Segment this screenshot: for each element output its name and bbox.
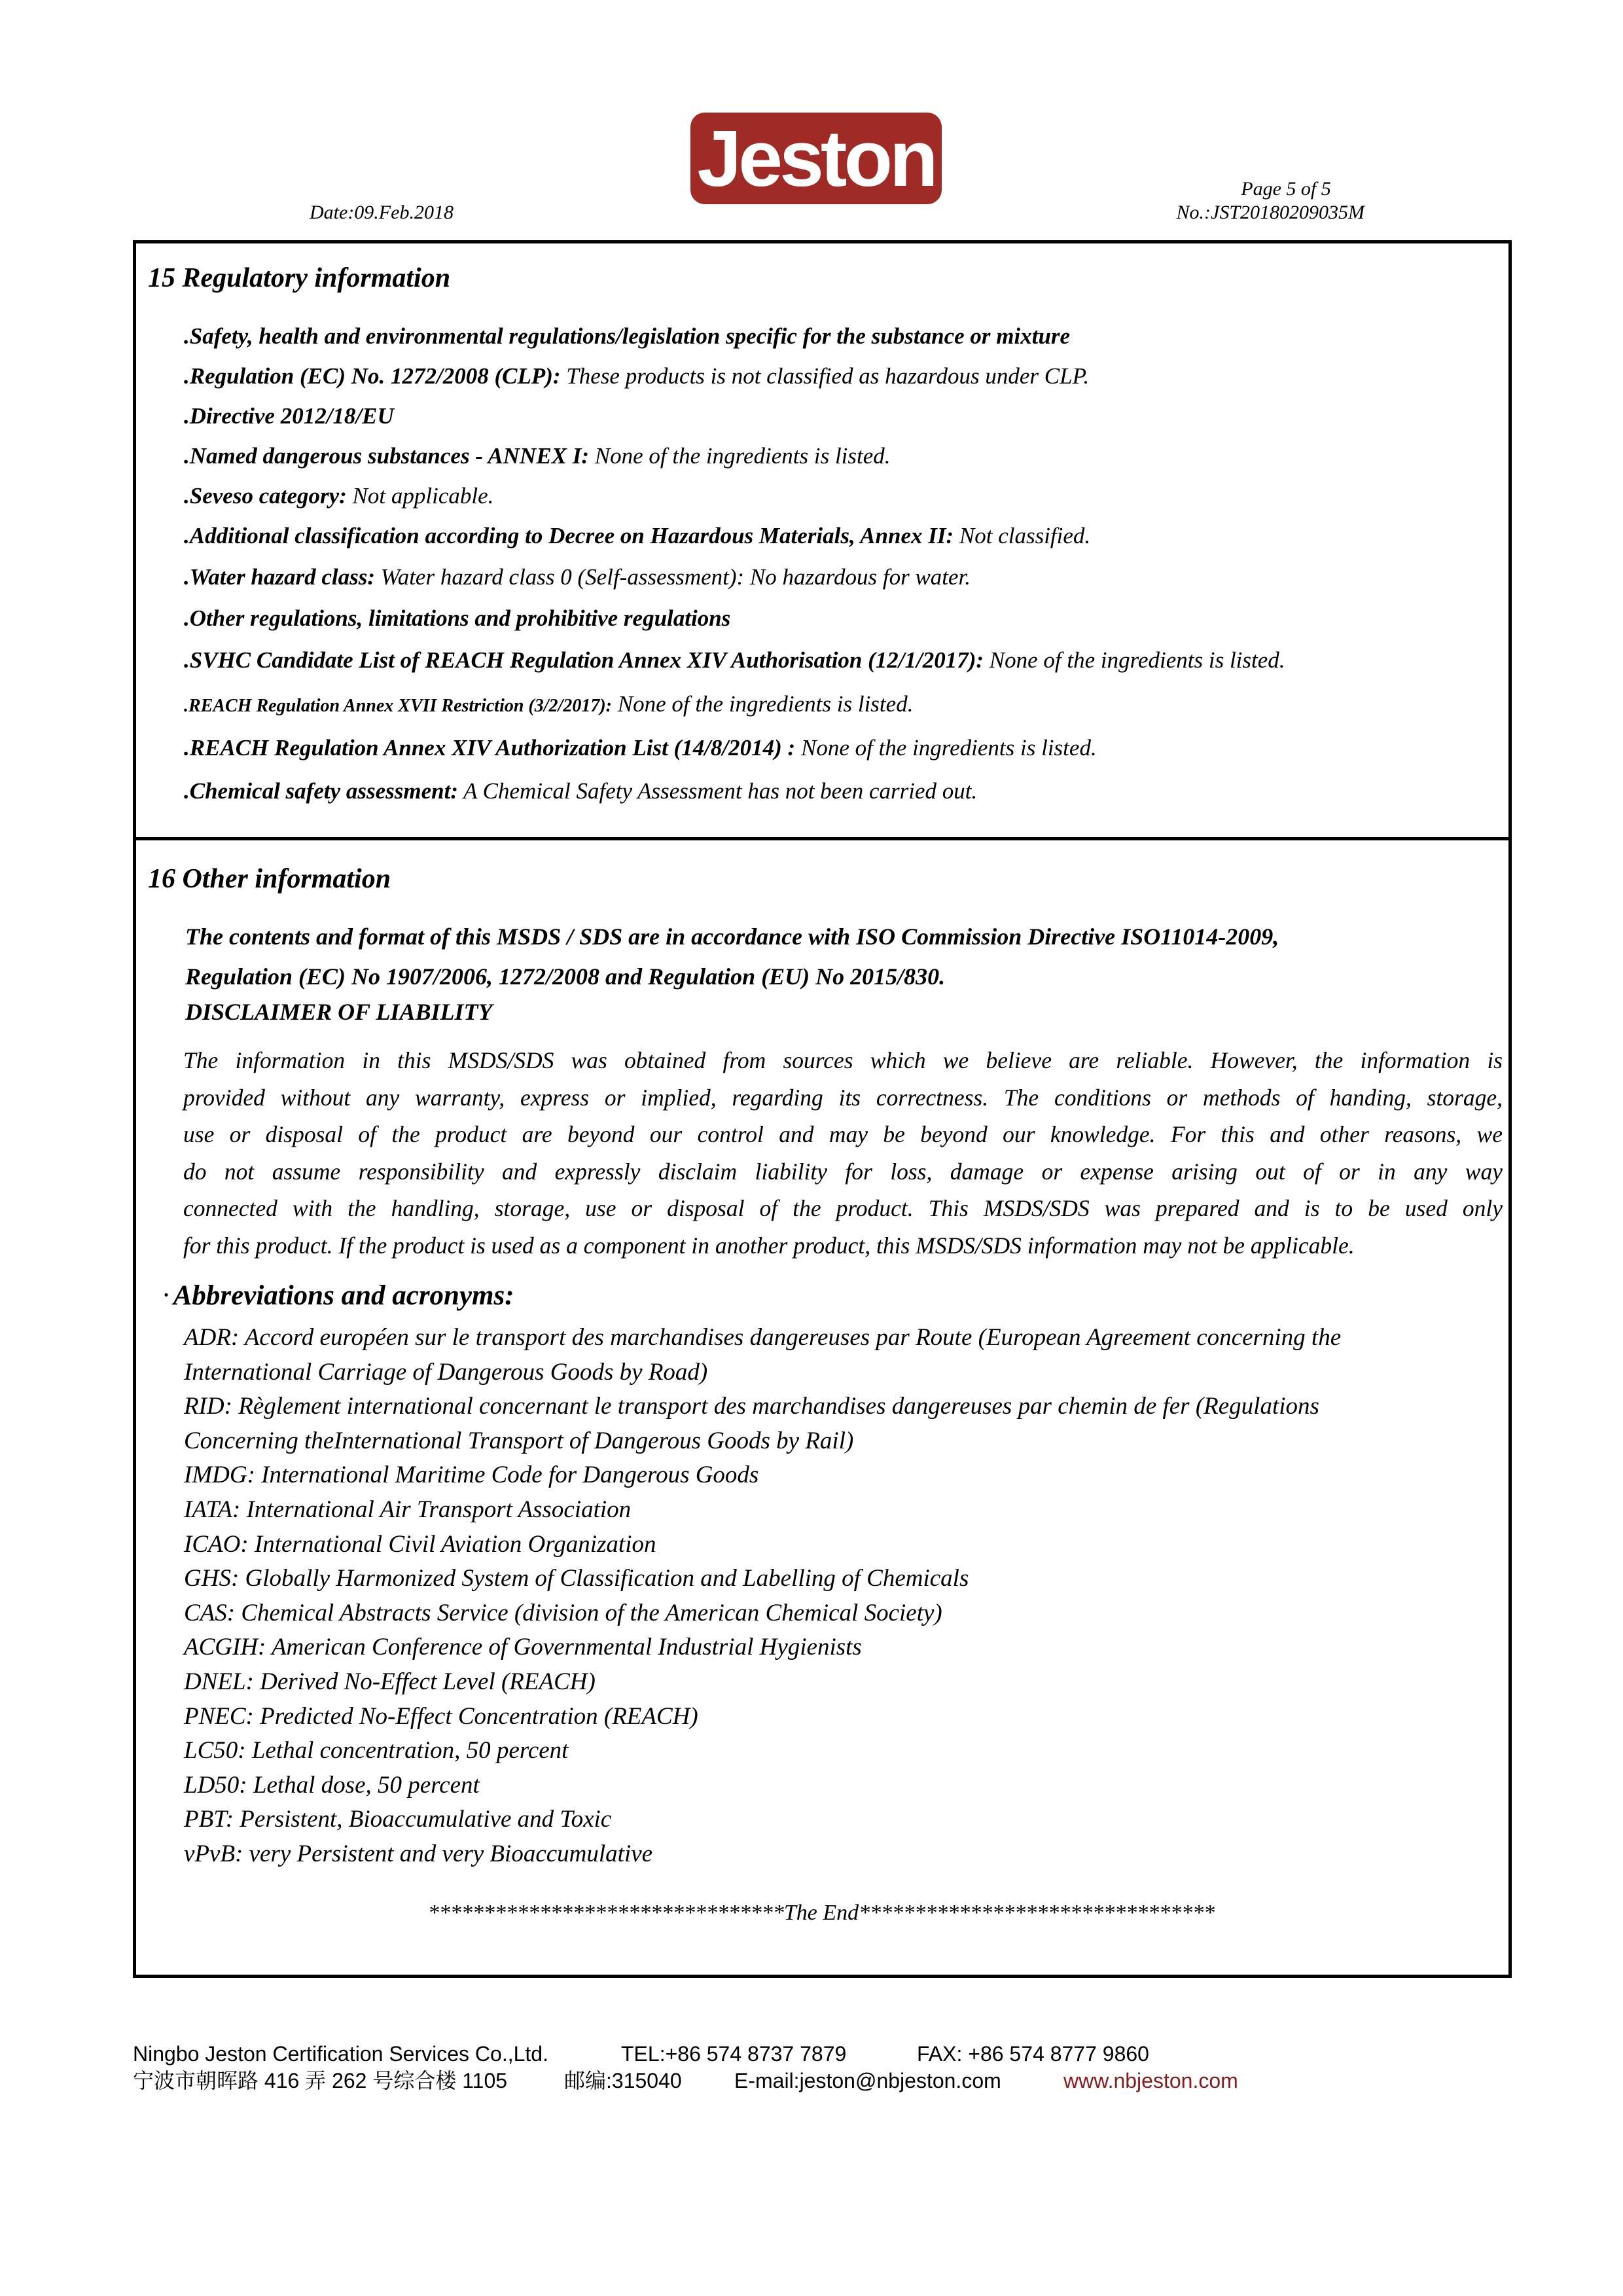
- reg-value: None of the ingredients is listed.: [589, 443, 891, 469]
- reg-value: A Chemical Safety Assessment has not been carried out.: [458, 778, 978, 804]
- abbreviation-item: LC50: Lethal concentration, 50 percent: [184, 1737, 569, 1765]
- reg-value: Water hazard class 0 (Self-assessment): No hazardous for water.: [375, 564, 971, 590]
- abbreviation-item: RID: Règlement international concernant le transport des marchandises dangereuses par chemin de fer (Regulations: [184, 1393, 1319, 1420]
- reg-line-safety-health: [184, 325, 1070, 348]
- reg-line-seveso: [184, 484, 493, 507]
- abbreviation-item: PBT: Persistent, Bioaccumulative and Toxic: [184, 1806, 612, 1833]
- abbreviation-item: ICAO: International Civil Aviation Organization: [184, 1530, 656, 1558]
- reg-value: None of the ingredients is listed.: [984, 647, 1285, 673]
- footer-email[interactable]: E-mail:jeston@nbjeston.com: [734, 2069, 1001, 2092]
- abbreviation-item: PNEC: Predicted No-Effect Concentration (REACH): [184, 1702, 698, 1730]
- reg-line-reach-xiv: [184, 736, 1097, 759]
- footer-website-link[interactable]: www.nbjeston.com: [1063, 2069, 1238, 2092]
- abbreviations-title: [162, 1282, 514, 1310]
- iso-statement-line-1: The contents and format of this MSDS / SDS are in accordance with ISO Commission Directive ISO11014-2009,: [185, 924, 1279, 950]
- reg-label: .Additional classification according to Decree on Hazardous Materials, Annex II:: [184, 523, 954, 548]
- footer-company: Ningbo Jeston Certification Services Co.,Ltd.: [133, 2042, 548, 2066]
- reg-line-svhc: [184, 649, 1285, 672]
- reg-line-annex-ii: [184, 524, 1090, 547]
- reg-line-other-regulations: [184, 607, 730, 630]
- disclaimer-line: The information in this MSDS/SDS was obtained from sources which we believe are reliable. However, the information is: [183, 1047, 1503, 1073]
- reg-value: Not classified.: [954, 523, 1091, 548]
- disclaimer-line: use or disposal of the product are beyond our control and may be beyond our knowledge. For this and other reasons, we: [183, 1121, 1503, 1147]
- reg-line-chemical-safety: [184, 780, 977, 802]
- reg-label: .Regulation (EC) No. 1272/2008 (CLP):: [184, 363, 561, 389]
- reg-label: .SVHC Candidate List of REACH Regulation Annex XIV Authorisation (12/1/2017):: [184, 647, 984, 673]
- reg-label: .REACH Regulation Annex XIV Authorization List (14/8/2014) :: [184, 735, 796, 761]
- disclaimer-line: provided without any warranty, express or implied, regarding its correctness. The conditions or methods of handing, storage,: [183, 1084, 1503, 1111]
- abbreviation-item: vPvB: very Persistent and very Bioaccumulative: [184, 1840, 653, 1867]
- document-date: Date:09.Feb.2018: [310, 202, 454, 223]
- reg-line-reach-xvii: [184, 692, 913, 715]
- reg-value: None of the ingredients is listed.: [611, 691, 914, 717]
- abbreviation-item: CAS: Chemical Abstracts Service (division of the American Chemical Society): [184, 1599, 942, 1626]
- footer-tel: TEL:+86 574 8737 7879: [621, 2042, 847, 2066]
- end-marker: ********************************The End********************************: [427, 1901, 1215, 1925]
- abbreviation-item: IATA: International Air Transport Association: [184, 1496, 632, 1523]
- reg-line-water-hazard: [184, 565, 971, 588]
- reg-label: .Directive 2012/18/EU: [184, 403, 394, 429]
- reg-label: .Chemical safety assessment:: [184, 778, 458, 804]
- section-divider: [133, 837, 1512, 840]
- disclaimer-title: DISCLAIMER OF LIABILITY: [185, 999, 493, 1025]
- reg-line-annex-i: [184, 444, 891, 467]
- abbreviation-item: GHS: Globally Harmonized System of Classification and Labelling of Chemicals: [184, 1565, 969, 1592]
- document-number: No.:JST20180209035M: [1176, 202, 1364, 223]
- reg-line-directive: [184, 404, 394, 427]
- reg-label: .Named dangerous substances - ANNEX I:: [184, 443, 590, 469]
- abbreviation-item: DNEL: Derived No-Effect Level (REACH): [184, 1668, 596, 1695]
- abbreviation-item: IMDG: International Maritime Code for Dangerous Goods: [184, 1462, 759, 1489]
- reg-line-clp: [184, 365, 1089, 387]
- abbreviations-list: [184, 1321, 1499, 1872]
- reg-label: .Seveso category:: [184, 483, 347, 509]
- footer-postcode: 邮编:315040: [564, 2069, 682, 2092]
- iso-statement-line-2: Regulation (EC) No 1907/2006, 1272/2008 and Regulation (EU) No 2015/830.: [185, 963, 946, 990]
- logo-text: Jeston: [697, 114, 935, 203]
- section-16-title: 16 Other information: [148, 864, 391, 894]
- page-number: Page 5 of 5: [1241, 178, 1331, 200]
- abbreviation-item: ACGIH: American Conference of Governmental Industrial Hygienists: [184, 1634, 862, 1661]
- abbreviation-item: International Carriage of Dangerous Goods by Road): [184, 1358, 708, 1386]
- reg-value: Not applicable.: [346, 483, 494, 509]
- jeston-logo: [690, 113, 942, 204]
- reg-label: .Water hazard class:: [184, 564, 376, 590]
- footer-fax: FAX: +86 574 8777 9860: [917, 2042, 1149, 2066]
- abbreviation-item: ADR: Accord européen sur le transport des marchandises dangereuses par Route (European Agreement concerning the: [184, 1324, 1342, 1351]
- reg-value: These products is not classified as hazardous under CLP.: [560, 363, 1090, 389]
- reg-label: .Safety, health and environmental regulations/legislation specific for the substance or mixture: [184, 323, 1071, 349]
- footer-address: 宁波市朝晖路 416 弄 262 号综合楼 1105: [133, 2069, 508, 2092]
- abbreviation-item: Concerning theInternational Transport of Dangerous Goods by Rail): [184, 1427, 854, 1454]
- section-15-title: 15 Regulatory information: [148, 263, 451, 293]
- reg-value: None of the ingredients is listed.: [795, 735, 1097, 761]
- disclaimer-text: [183, 1042, 1503, 1264]
- disclaimer-line: for this product. If the product is used as a component in another product, this MSDS/SDS information may not be applicable.: [183, 1232, 1355, 1259]
- disclaimer-line: do not assume responsibility and expressly disclaim liability for loss, damage or expense arising out of or in any way: [183, 1158, 1503, 1185]
- bullet-icon: ·: [162, 1280, 169, 1311]
- reg-label: .Other regulations, limitations and prohibitive regulations: [184, 605, 731, 631]
- reg-label: .REACH Regulation Annex XVII Restriction (3/2/2017):: [184, 696, 612, 716]
- abbreviation-item: LD50: Lethal dose, 50 percent: [184, 1771, 480, 1799]
- disclaimer-line: connected with the handling, storage, use or disposal of the product. This MSDS/SDS was prepared and is to be used only: [183, 1195, 1503, 1221]
- abbreviations-heading: Abbreviations and acronyms:: [173, 1280, 514, 1311]
